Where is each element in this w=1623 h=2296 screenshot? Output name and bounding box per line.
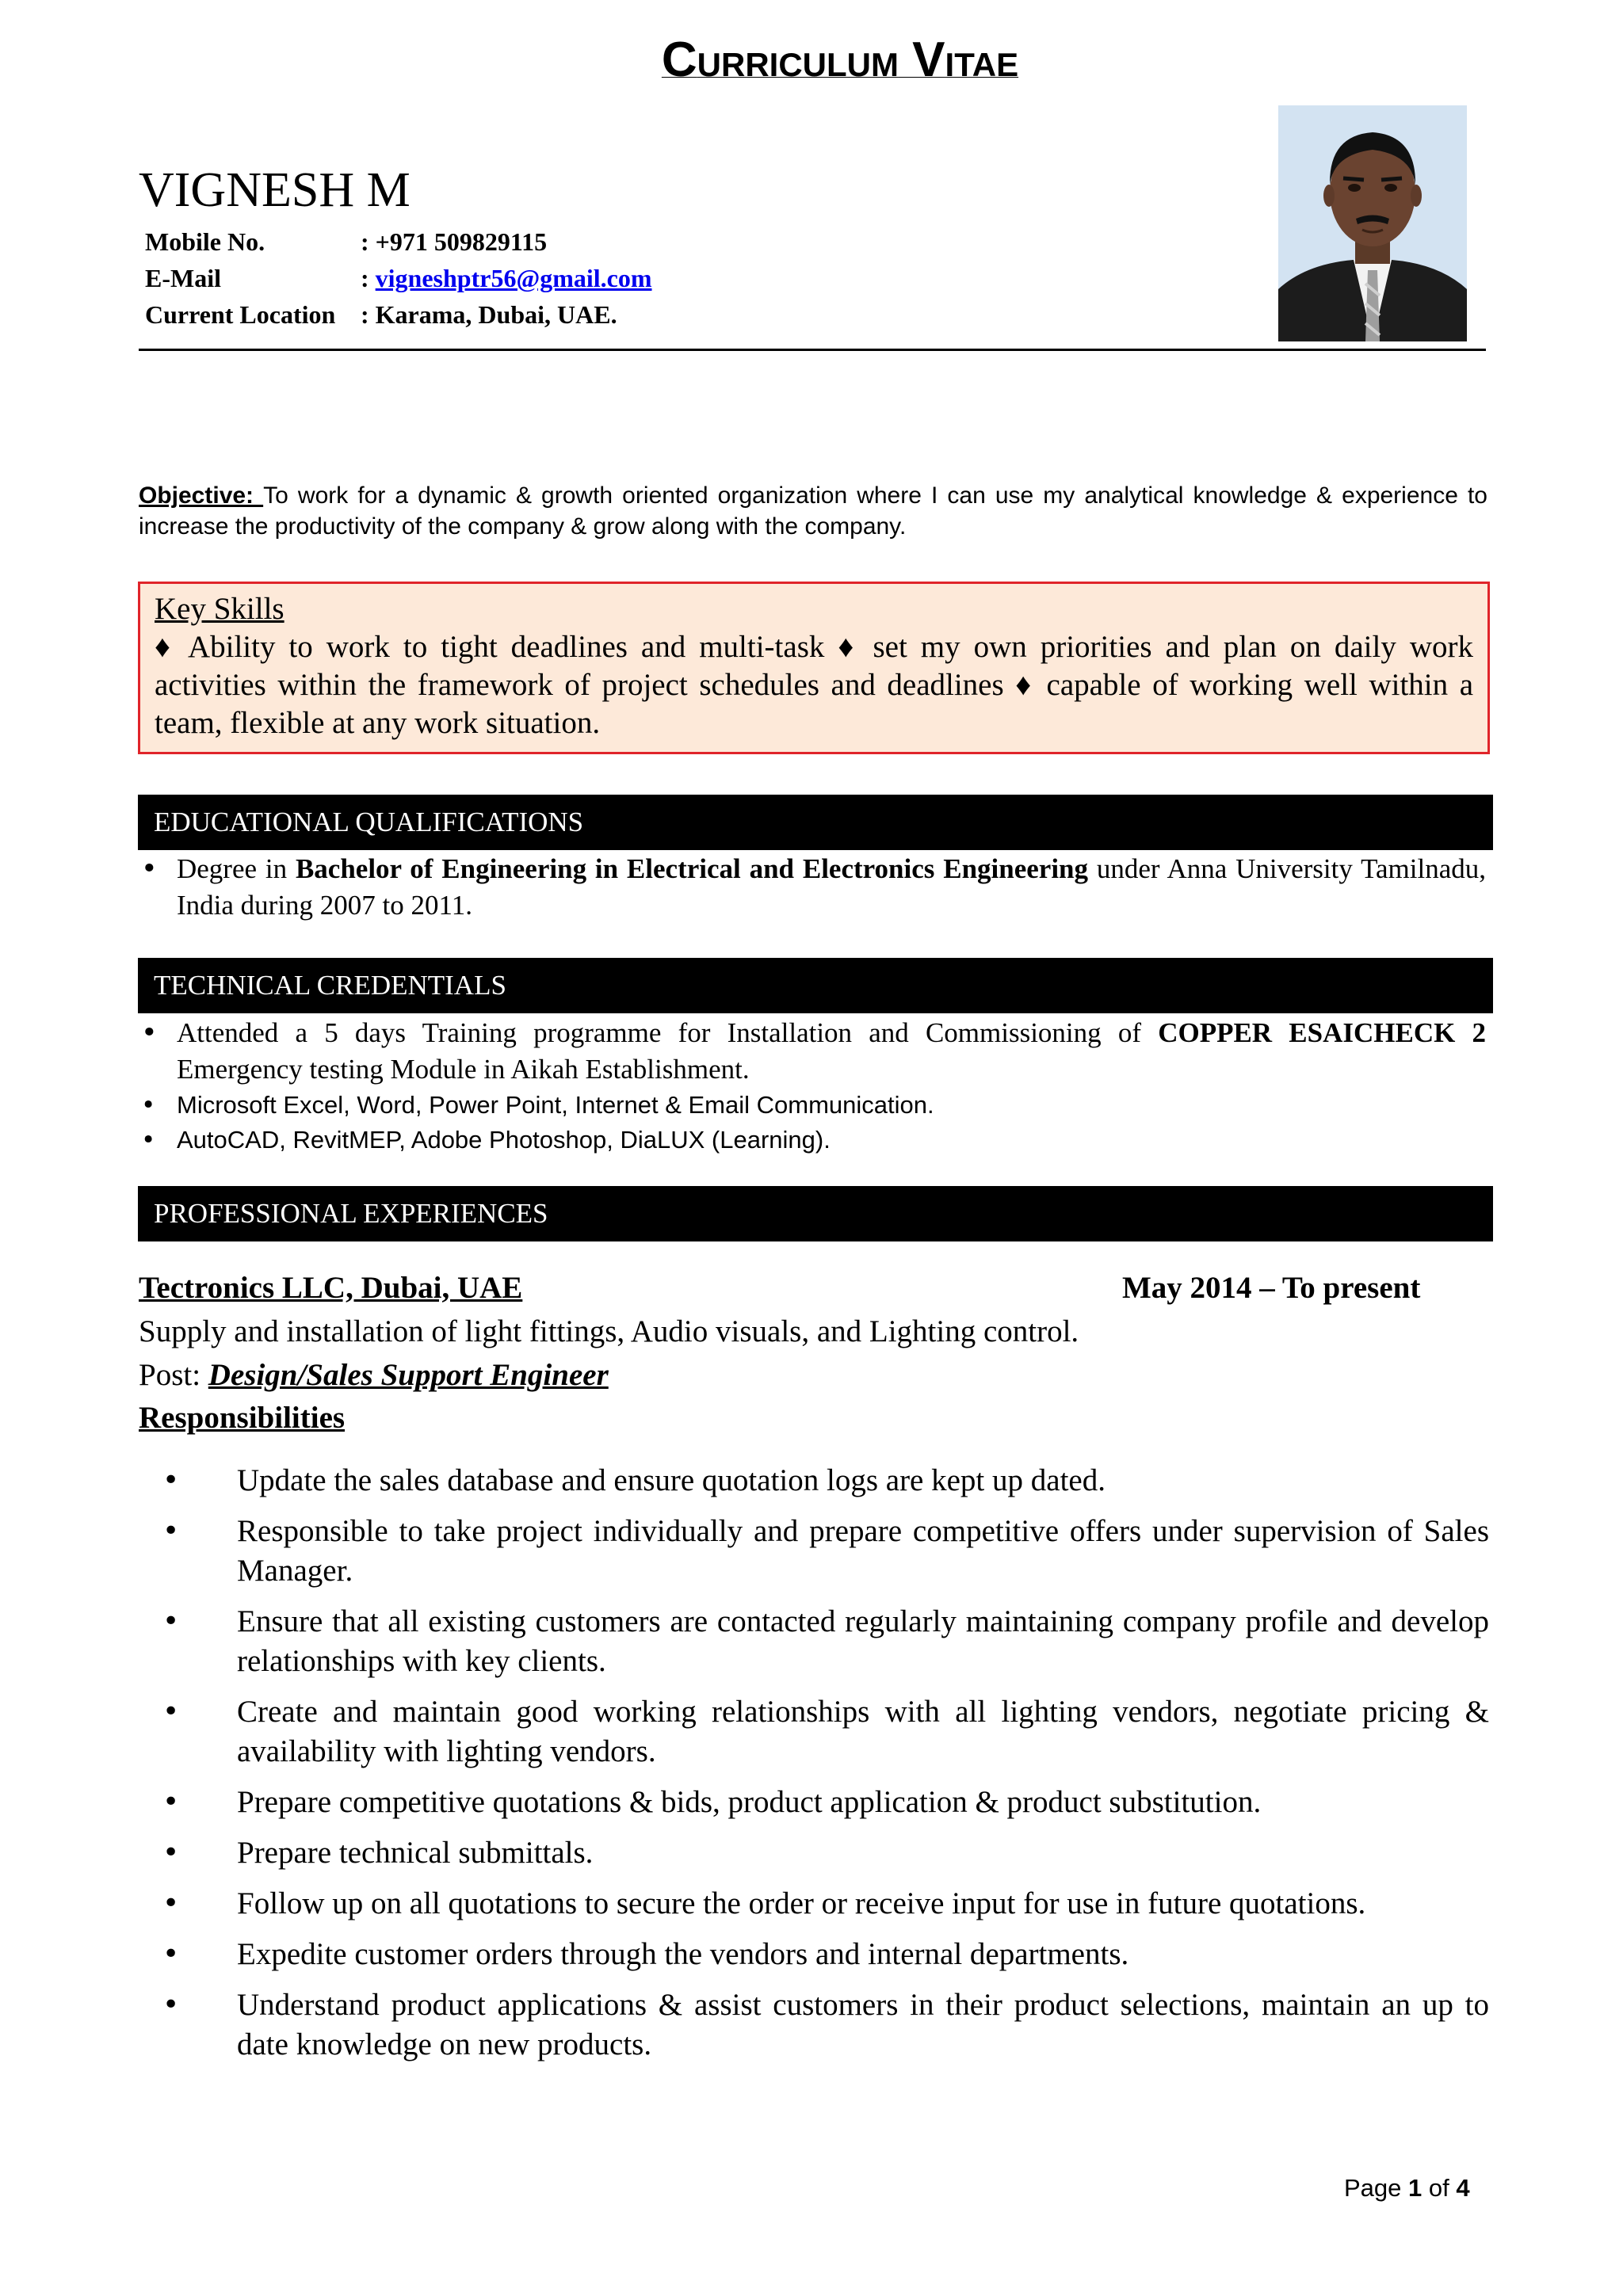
responsibility-item: • Responsible to take project individually and prepare competitive offers under supervision of Sales Manager. [139, 1512, 1489, 1591]
post-line [139, 1357, 609, 1393]
technical-item: • Microsoft Excel, Word, Power Point, Internet & Email Communication. [139, 1088, 1486, 1123]
objective-text: To work for a dynamic & growth oriented organization where I can use my analytical knowledge & experience to increase the productivity of the company & grow along with the company. [139, 482, 1487, 540]
responsibility-item: • Expedite customer orders through the vendors and internal departments. [139, 1935, 1489, 1974]
contact-mobile [145, 227, 547, 257]
education-item-post: under Anna University Tamilnadu, India during 2007 to 2011. [177, 853, 1487, 921]
responsibility-item: • Prepare competitive quotations & bids, product application & product substitution. [139, 1783, 1489, 1822]
contact-email [145, 264, 652, 293]
document-title [0, 32, 1623, 88]
email-colon: : [361, 264, 376, 292]
responsibility-item: • Prepare technical submittals. [139, 1833, 1489, 1873]
page-number [1344, 2174, 1470, 2203]
experience-heading: PROFESSIONAL EXPERIENCES [138, 1186, 1493, 1241]
email-label: E-Mail [145, 264, 221, 292]
key-skills-heading: Key Skills [155, 592, 285, 626]
responsibilities-list [139, 1461, 1489, 2076]
technical-list [139, 1015, 1486, 1158]
title-letter-v: V [898, 32, 945, 87]
title-word-urriculum: URRICULUM [697, 46, 899, 83]
title-word-itae: ITAE [945, 46, 1019, 83]
page-word: Page [1344, 2174, 1409, 2202]
employment-period: May 2014 – To present [1122, 1271, 1421, 1305]
company-name: Tectronics LLC, Dubai, UAE [139, 1271, 523, 1305]
education-heading: EDUCATIONAL QUALIFICATIONS [138, 795, 1493, 850]
responsibilities-heading: Responsibilities [139, 1401, 346, 1435]
post-role: Design/Sales Support Engineer [208, 1358, 609, 1392]
profile-photo [1278, 105, 1467, 341]
location-value: : Karama, Dubai, UAE. [361, 300, 617, 329]
key-skills-box [138, 582, 1490, 754]
company-description: Supply and installation of light fittings, Audio visuals, and Lighting control. [139, 1314, 1079, 1348]
responsibility-item: • Update the sales database and ensure quotation logs are kept up dated. [139, 1461, 1489, 1501]
total-pages: 4 [1456, 2174, 1470, 2202]
mobile-value: : +971 509829115 [361, 227, 548, 256]
candidate-name: VIGNESH M [139, 163, 411, 217]
technical-item: • AutoCAD, RevitMEP, Adobe Photoshop, DiaLUX (Learning). [139, 1123, 1486, 1158]
title-letter-c: C [661, 32, 697, 87]
responsibility-item: • Create and maintain good working relationships with all lighting vendors, negotiate pricing & availability with lighting vendors. [139, 1692, 1489, 1772]
responsibility-item: • Understand product applications & assist customers in their product selections, maintain an up to date knowledge on new products. [139, 1985, 1489, 2065]
technical-item-post: Emergency testing Module in Aikah Establishment. [177, 1054, 750, 1085]
of-word: of [1422, 2174, 1457, 2202]
email-link[interactable]: vigneshptr56@gmail.com [375, 264, 652, 292]
education-list [139, 851, 1486, 924]
objective-paragraph [139, 480, 1487, 542]
location-label: Current Location [145, 300, 336, 329]
education-item [139, 851, 1486, 924]
current-page: 1 [1408, 2174, 1423, 2202]
technical-item [139, 1015, 1486, 1088]
responsibility-item: • Ensure that all existing customers are contacted regularly maintaining company profile and develop relationships with key clients. [139, 1602, 1489, 1681]
technical-item-module: COPPER ESAICHECK 2 [1158, 1017, 1487, 1048]
technical-item-pre: Attended a 5 days Training programme for Installation and Commissioning of [177, 1017, 1159, 1048]
contact-location [145, 300, 617, 330]
post-label: Post: [139, 1358, 208, 1392]
technical-heading: TECHNICAL CREDENTIALS [138, 958, 1493, 1013]
header-divider [139, 349, 1486, 351]
education-item-degree: Bachelor of Engineering in Electrical and Electronics Engineering [295, 853, 1089, 884]
education-item-pre: Degree in [177, 853, 296, 884]
objective-label: Objective: [139, 482, 264, 509]
key-skills-text: ♦ Ability to work to tight deadlines and multi-task ♦ set my own priorities and plan on daily work activities within the framework of project schedules and deadlines ♦ capable of working well within a team, flexible at any work situation. [155, 630, 1473, 740]
mobile-label: Mobile No. [145, 227, 265, 256]
responsibility-item: • Follow up on all quotations to secure the order or receive input for use in future quotations. [139, 1884, 1489, 1924]
